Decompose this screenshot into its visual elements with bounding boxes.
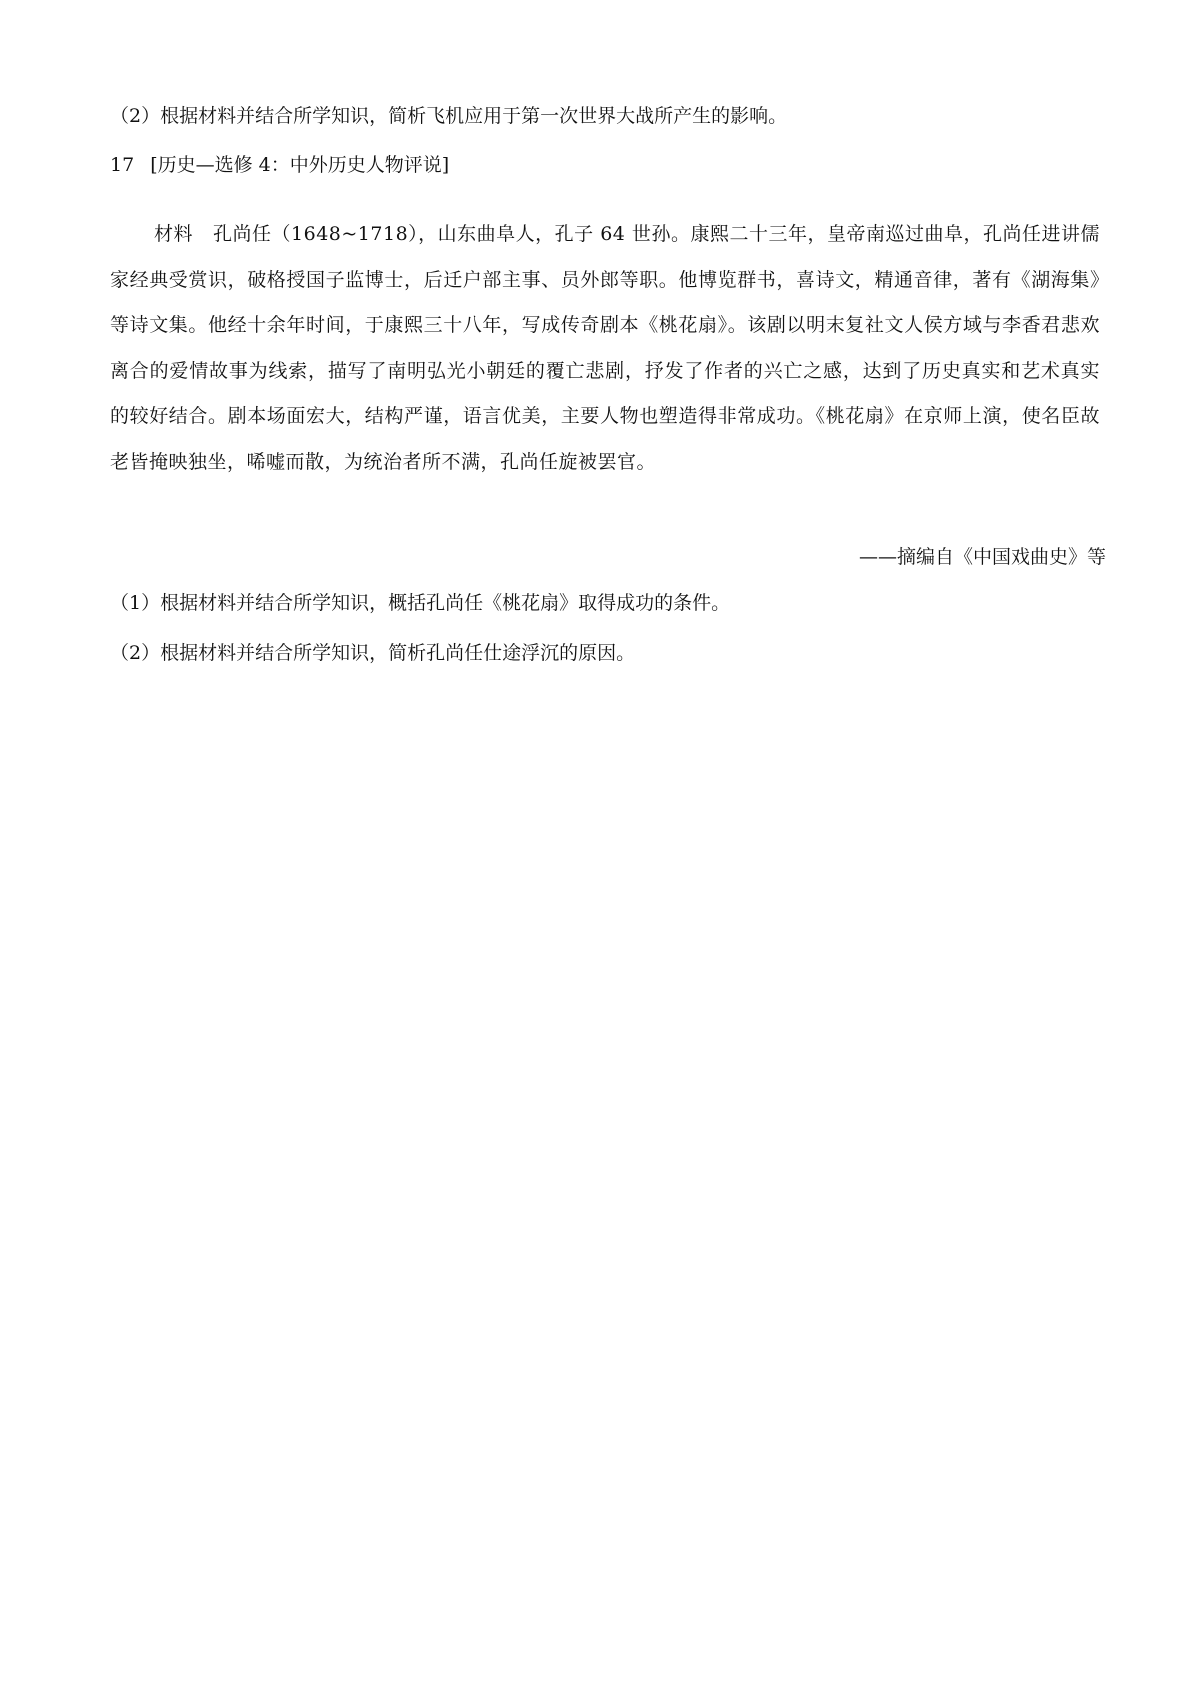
material-text: 孔尚任（1648~1718），山东曲阜人，孔子 64 世孙。康熙二十三年，皇帝南巡过曲阜，孔尚任进讲儒家经典受赏识，破格授国子监博士，后迁户部主事、员外郎等职。他博览群书，喜诗文，精通音律，著有《湖海集》等诗文集。他经十余年时间，于康熙三十八年，写成传奇剧本《桃花扇》。该剧以明末复社文人侯方域与李香君悲欢离合的爱情故事为线索，描写了南明弘光小朝廷的覆亡悲剧，抒发了作者的兴亡之感，达到了历史真实和艺术真实的较好结合。剧本场面宏大，结构严谨，语言优美，主要人物也塑造得非常成功。《桃花扇》在京师上演，使名臣故老皆掩映独坐，唏嘘而散，为统治者所不满，孔尚任旋被罢官。 xyxy=(110,223,1100,473)
material-block xyxy=(110,212,1100,485)
sub-question-1: （1）根据材料并结合所学知识，概括孔尚任《桃花扇》取得成功的条件。 xyxy=(110,592,731,614)
question-number: 17 xyxy=(110,154,135,176)
material-label: 材料 xyxy=(154,223,194,245)
previous-sub-question-2: （2）根据材料并结合所学知识，简析飞机应用于第一次世界大战所产生的影响。 xyxy=(110,105,788,127)
material-paragraph xyxy=(110,212,1100,485)
material-source: ——摘编自《中国戏曲史》等 xyxy=(858,546,1106,568)
question-section-title: [历史—选修 4：中外历史人物评说] xyxy=(150,154,450,176)
sub-question-2: （2）根据材料并结合所学知识，简析孔尚任仕途浮沉的原因。 xyxy=(110,642,636,664)
question-17-header xyxy=(110,152,449,178)
